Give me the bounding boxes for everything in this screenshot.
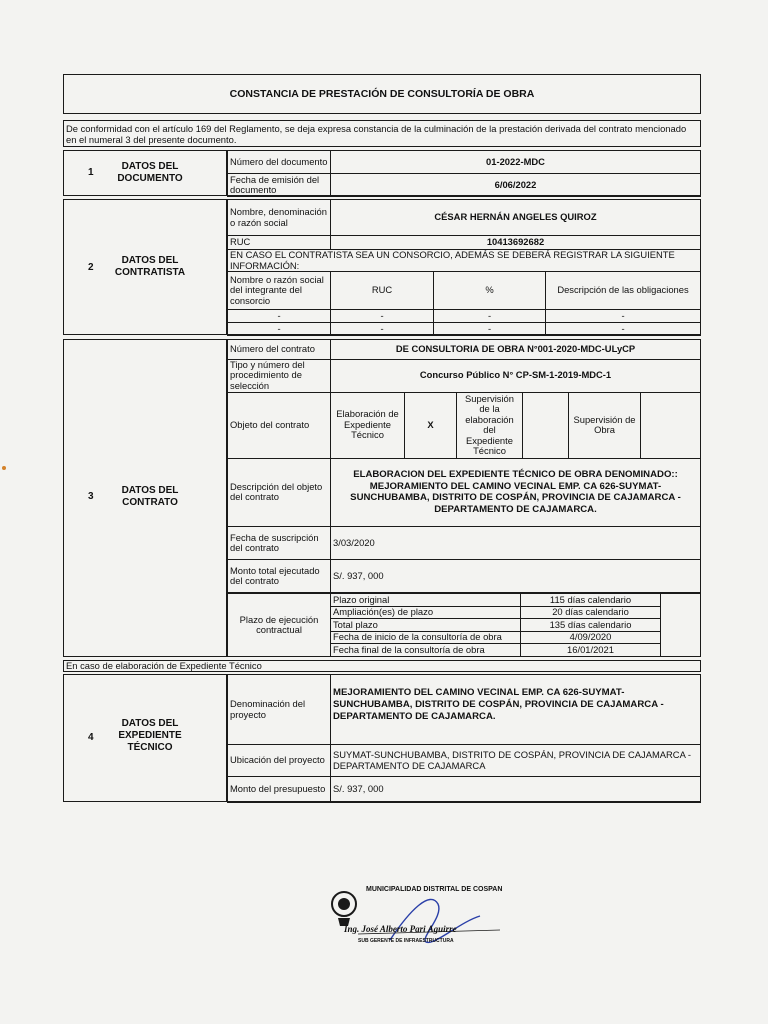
table-cell: -	[546, 310, 701, 323]
section-1-label: DATOS DEL DOCUMENTO	[117, 161, 183, 184]
signature-stroke	[390, 899, 480, 942]
ruc-value: 10413692682	[331, 236, 701, 250]
object-description-label: Descripción del objeto del contrato	[228, 458, 331, 527]
term-row-key: Plazo original	[331, 594, 521, 607]
term-row-value: 20 días calendario	[521, 606, 661, 619]
section-3-label: DATOS DEL CONTRATO	[121, 485, 179, 508]
doc-date-value: 6/06/2022	[331, 174, 701, 197]
table-cell: -	[228, 323, 331, 336]
section-1-table	[227, 150, 701, 197]
doc-date-label: Fecha de emisión del documento	[228, 174, 331, 197]
contract-number-value: DE CONSULTORIA DE OBRA N°001-2020-MDC-ULyCP	[331, 340, 701, 360]
ruc-label: RUC	[228, 236, 331, 250]
term-row-value: 135 días calendario	[521, 619, 661, 632]
col-ruc: RUC	[331, 272, 434, 310]
procedure-label: Tipo y número del procedimiento de selección	[228, 359, 331, 392]
budget-value: S/. 937, 000	[331, 777, 701, 803]
section-3-number: 3	[88, 491, 94, 502]
project-location-value: SUYMAT-SUNCHUBAMBA, DISTRITO DE COSPÁN, PROVINCIA DE CAJAMARCA - DEPARTAMENTO DE CAJAMARCA	[331, 745, 701, 777]
official-stamp	[330, 880, 530, 960]
table-cell: -	[434, 310, 546, 323]
section-3-table-top	[227, 339, 701, 593]
executed-amount-value: S/. 937, 000	[331, 560, 701, 593]
term-label: Plazo de ejecución contractual	[228, 594, 331, 657]
signing-date-label: Fecha de suscripción del contrato	[228, 527, 331, 560]
table-cell	[661, 594, 701, 657]
term-row-value: 4/09/2020	[521, 631, 661, 644]
section-2-label: DATOS DEL CONTRATISTA	[114, 255, 186, 278]
project-name-value: MEJORAMIENTO DEL CAMINO VECINAL EMP. CA 626-SUYMAT-SUNCHUBAMBA, DISTRITO DE COSPÁN, PROVINCIA DE CAJAMARCA - DEPARTAMENTO DE CAJAMARCA.	[331, 675, 701, 745]
table-cell: -	[228, 310, 331, 323]
contractor-name-value: CÉSAR HERNÁN ANGELES QUIROZ	[331, 200, 701, 236]
section-4-table	[227, 674, 701, 803]
term-row-value: 115 días calendario	[521, 594, 661, 607]
col-member-name: Nombre o razón social del integrante del consorcio	[228, 272, 331, 310]
table-cell: -	[331, 323, 434, 336]
object-description-value: ELABORACION DEL EXPEDIENTE TÉCNICO DE OBRA DENOMINADO:: MEJORAMIENTO DEL CAMINO VECINAL EMP. CA 626-SUYMAT-SUNCHUBAMBA, DISTRITO DE COSPÁN, PROVINCIA DE CAJAMARCA - DEPARTAMENTO DE CAJAMARCA.	[331, 458, 701, 527]
intro-paragraph: De conformidad con el artículo 169 del Reglamento, se deja expresa constancia de la culminación de la prestación derivada del contrato mencionado en el numeral 3 del presente documento.	[63, 120, 701, 147]
procedure-value: Concurso Público N° CP-SM-1-2019-MDC-1	[331, 359, 701, 392]
col-obligations: Descripción de las obligaciones	[546, 272, 701, 310]
term-row-key: Fecha final de la consultoría de obra	[331, 644, 521, 657]
stamp-entity: MUNICIPALIDAD DISTRITAL DE COSPAN	[366, 886, 503, 893]
term-row-key: Fecha de inicio de la consultoría de obra	[331, 631, 521, 644]
term-row-value: 16/01/2021	[521, 644, 661, 657]
expedient-note: En caso de elaboración de Expediente Técnico	[63, 660, 701, 672]
object-elaboration-mark: X	[405, 392, 457, 458]
section-2-table	[227, 199, 701, 336]
signing-date-value: 3/03/2020	[331, 527, 701, 560]
object-supervision-work: Supervisión de Obra	[569, 392, 641, 458]
section-4-number: 4	[88, 732, 94, 743]
term-row-key: Total plazo	[331, 619, 521, 632]
contractor-name-label: Nombre, denominación o razón social	[228, 200, 331, 236]
object-elaboration: Elaboración de Expediente Técnico	[331, 392, 405, 458]
table-cell	[523, 392, 569, 458]
stamp-role: SUB GERENTE DE INFRAESTRUCTURA	[358, 938, 454, 944]
table-cell: -	[546, 323, 701, 336]
table-cell	[641, 392, 701, 458]
section-3-table-plazo	[227, 593, 701, 657]
col-percent: %	[434, 272, 546, 310]
project-name-label: Denominación del proyecto	[228, 675, 331, 745]
section-4-label: DATOS DEL EXPEDIENTE TÉCNICO	[118, 718, 182, 753]
doc-number-label: Número del documento	[228, 151, 331, 174]
object-supervision-expedient: Supervisión de la elaboración del Expediente Técnico	[457, 392, 523, 458]
term-row-key: Ampliación(es) de plazo	[331, 606, 521, 619]
table-cell: -	[331, 310, 434, 323]
margin-mark	[2, 466, 6, 470]
table-cell: -	[434, 323, 546, 336]
doc-number-value: 01-2022-MDC	[331, 151, 701, 174]
consortium-note: EN CASO EL CONTRATISTA SEA UN CONSORCIO, ADEMÁS SE DEBERÁ REGISTRAR LA SIGUIENTE INFORMACIÓN:	[228, 250, 701, 272]
document-title: CONSTANCIA DE PRESTACIÓN DE CONSULTORÍA DE OBRA	[63, 74, 701, 114]
contract-number-label: Número del contrato	[228, 340, 331, 360]
budget-label: Monto del presupuesto	[228, 777, 331, 803]
executed-amount-label: Monto total ejecutado del contrato	[228, 560, 331, 593]
contract-object-label: Objeto del contrato	[228, 392, 331, 458]
section-2-number: 2	[88, 262, 94, 273]
stamp-name: Ing. José Alberto Pari Aguirre	[344, 924, 457, 934]
project-location-label: Ubicación del proyecto	[228, 745, 331, 777]
section-1-number: 1	[88, 167, 94, 178]
